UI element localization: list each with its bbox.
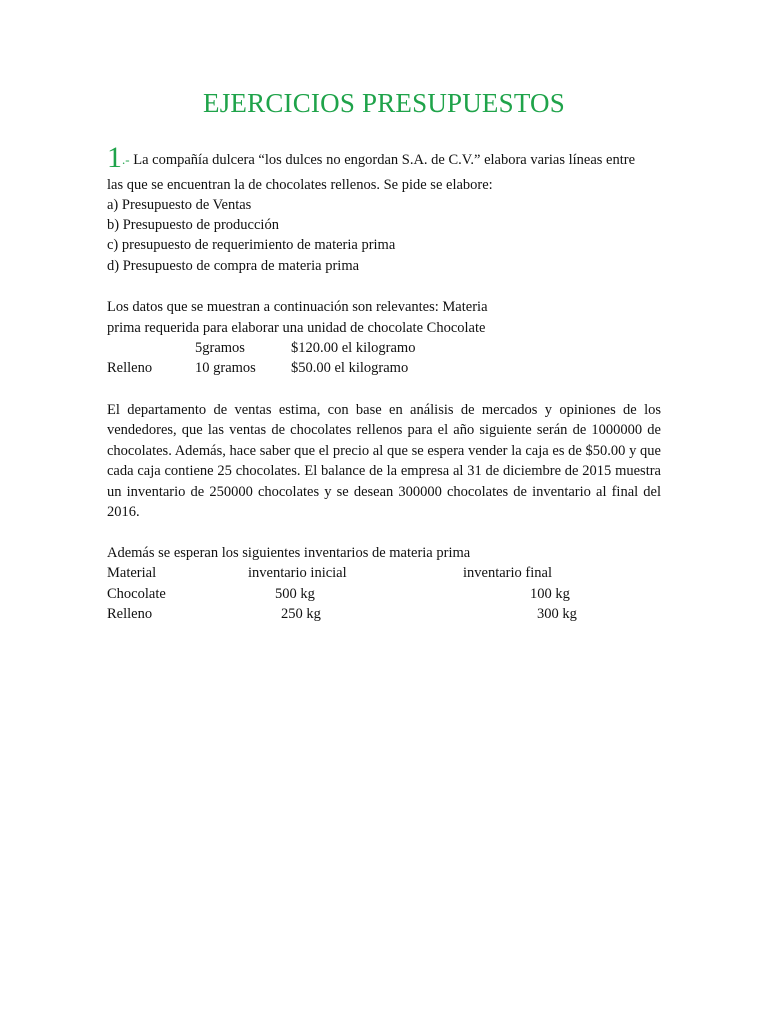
inventory-row-initial: 500 kg [275, 586, 315, 602]
inventory-header-material: Material [107, 565, 157, 581]
inventory-row-final: 300 kg [537, 606, 577, 622]
exercise-number-suffix: .- [122, 152, 130, 167]
exercise-intro-line-1 [107, 141, 636, 174]
inventory-row-material: Chocolate [107, 586, 166, 602]
sales-paragraph: El departamento de ventas estima, con base en análisis de mercados y opiniones de los vendedores, que las ventas de chocolates rellenos para el año siguiente serán de 1000000 de chocolates. Además, hace saber que el precio al que se espera vender la caja es de $50.00 y que cada caja contiene 25 chocolates. El balance de la empresa al 31 de diciembre de 2015 muestra un inventario de 250000 chocolates y se desean 300000 chocolates de inventario al final del 2016. [107, 402, 661, 521]
inventory-row-initial: 250 kg [281, 606, 321, 622]
data-intro-line-1: Los datos que se muestran a continuación son relevantes: Materia [107, 299, 488, 315]
material-name: Relleno [107, 360, 153, 376]
material-qty: 10 gramos [195, 360, 256, 376]
material-price: $50.00 el kilogramo [291, 360, 409, 376]
data-intro-line-2: prima requerida para elaborar una unidad de chocolate Chocolate [107, 320, 486, 336]
exercise-number: 1 [107, 141, 122, 174]
inventory-row-final: 100 kg [530, 586, 570, 602]
inventory-intro: Además se esperan los siguientes inventarios de materia prima [107, 545, 471, 561]
document-title: EJERCICIOS PRESUPUESTOS [203, 88, 565, 118]
material-price: $120.00 el kilogramo [291, 340, 416, 356]
exercise-intro-line-2: las que se encuentran la de chocolates rellenos. Se pide se elabore: [107, 177, 493, 193]
task-item: b) Presupuesto de producción [107, 217, 279, 233]
task-item: a) Presupuesto de Ventas [107, 197, 252, 213]
inventory-header-initial: inventario inicial [248, 565, 347, 581]
material-qty: 5gramos [195, 340, 245, 356]
inventory-header-final: inventario final [463, 565, 552, 581]
exercise-intro-text-1: La compañía dulcera “los dulces no engordan S.A. de C.V.” elabora varias líneas entre [129, 152, 636, 168]
inventory-row-material: Relleno [107, 606, 153, 622]
task-item: c) presupuesto de requerimiento de materia prima [107, 237, 396, 253]
task-item: d) Presupuesto de compra de materia prima [107, 258, 360, 274]
